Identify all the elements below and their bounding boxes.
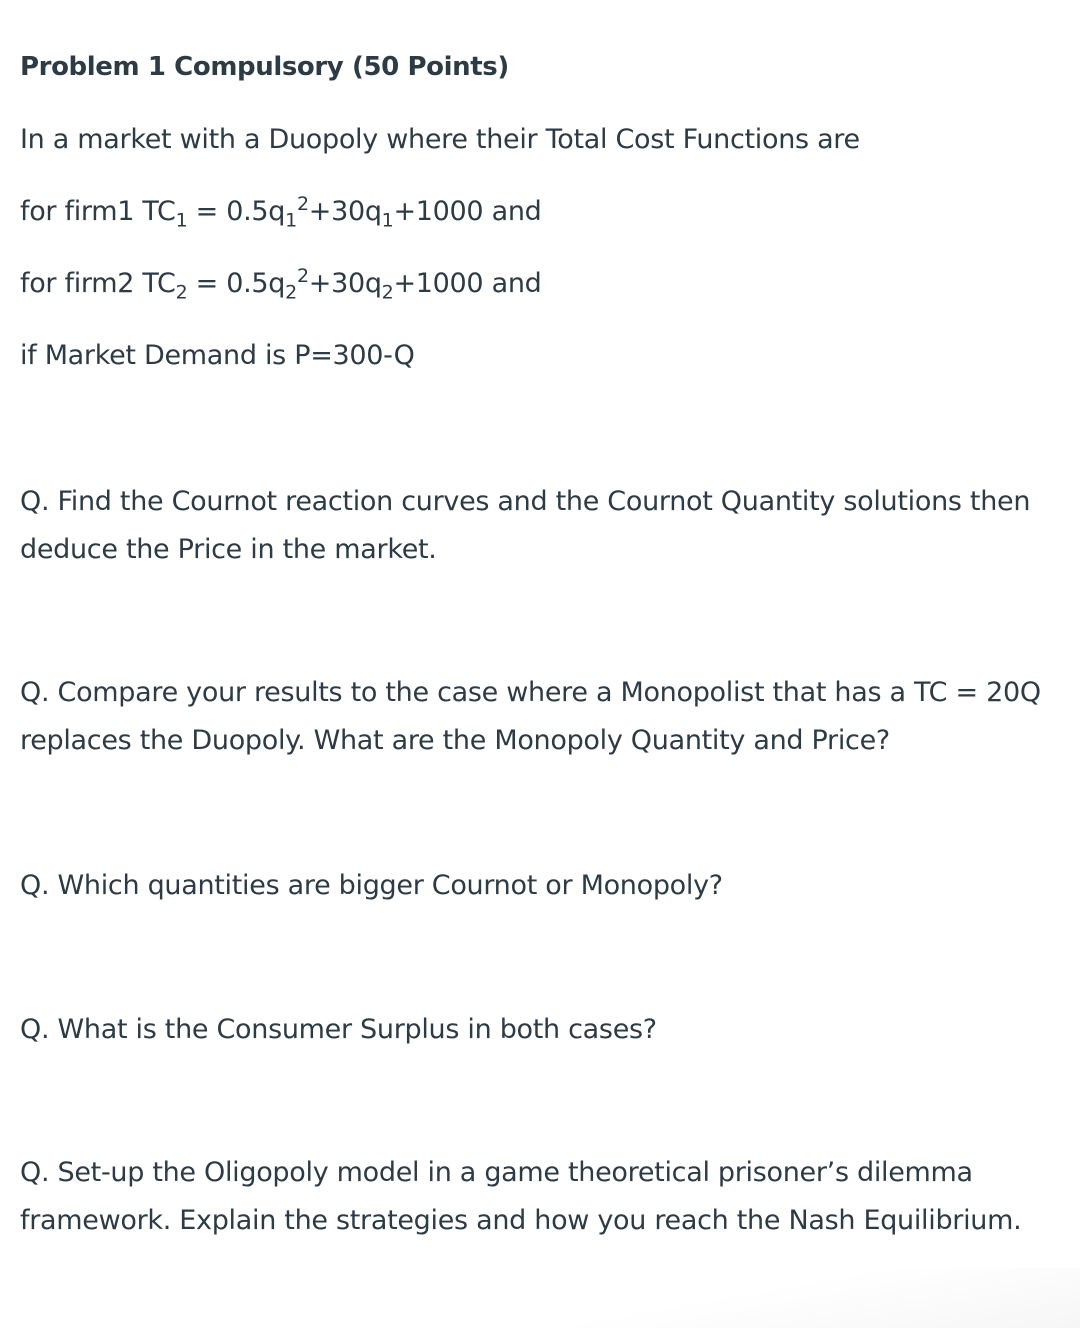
firm1-cost-function [20, 193, 542, 232]
firm2-prefix: for firm2 TC [20, 268, 176, 299]
firm1-suffix: +1000 and [393, 196, 542, 227]
firm1-prefix: for firm1 TC [20, 196, 176, 227]
firm2-tc-subscript: 2 [175, 281, 188, 304]
firm2-q-exponent: 2 [296, 265, 309, 287]
firm1-q-subscript: 1 [285, 209, 297, 232]
question-cournot: Q. Find the Cournot reaction curves and the Cournot Quantity solutions then deduce the Price in the market. [20, 486, 1031, 565]
firm1-q-subscript-2: 1 [381, 209, 394, 232]
intro-line: In a market with a Duopoly where their Total Cost Functions are [20, 124, 860, 155]
question-comparison: Q. Which quantities are bigger Cournot or Monopoly? [20, 870, 723, 901]
page-edge-shadow [520, 1268, 1080, 1328]
firm1-eq-part2: +30q [308, 196, 382, 227]
firm1-q-exponent: 2 [296, 193, 309, 215]
firm2-q-subscript-2: 2 [381, 281, 394, 304]
firm2-eq-part1: = 0.5q [187, 268, 286, 299]
firm1-tc-subscript: 1 [175, 209, 188, 232]
firm2-cost-function [20, 265, 542, 304]
market-demand: if Market Demand is P=300-Q [20, 340, 415, 371]
question-prisoners-dilemma: Q. Set-up the Oligopoly model in a game theoretical prisoner’s dilemma framework. Explain the strategies and how you reach the Nash Equilibrium. [20, 1157, 1022, 1236]
firm1-eq-part1: = 0.5q [187, 196, 286, 227]
firm2-q-subscript: 2 [285, 281, 297, 304]
question-monopoly: Q. Compare your results to the case where a Monopolist that has a TC = 20Q replaces the Duopoly. What are the Monopoly Quantity and Price? [20, 677, 1041, 756]
firm2-suffix: +1000 and [393, 268, 542, 299]
question-consumer-surplus: Q. What is the Consumer Surplus in both cases? [20, 1014, 657, 1045]
problem-title: Problem 1 Compulsory (50 Points) [20, 52, 509, 82]
firm2-eq-part2: +30q [308, 268, 382, 299]
